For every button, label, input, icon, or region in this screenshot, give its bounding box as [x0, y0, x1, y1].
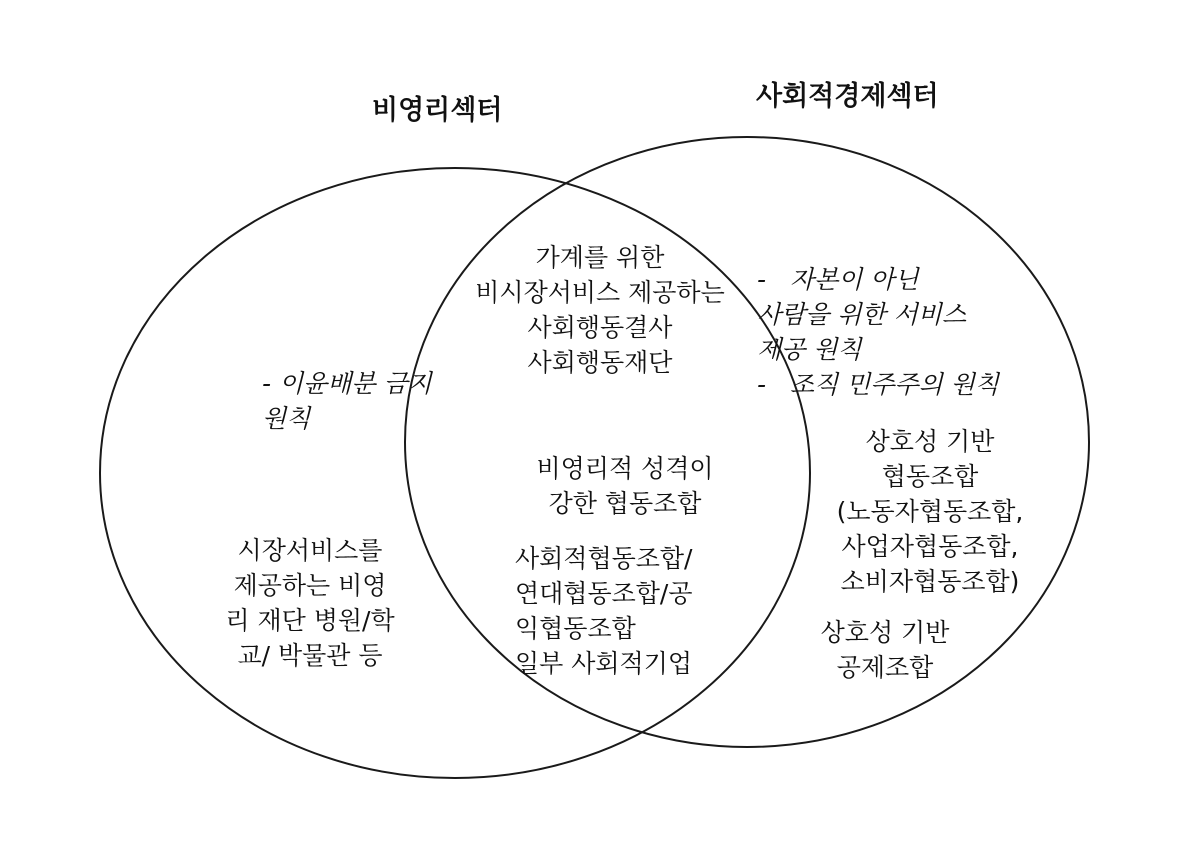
overlap-social-coops-text: [515, 541, 755, 681]
right-coop-line: 소비자협동조합): [840, 567, 1020, 596]
right-mutual-line: 상호성 기반: [820, 618, 950, 647]
overlap-top-line: 비시장서비스 제공하는: [475, 278, 725, 307]
left-principle-text: [262, 366, 432, 436]
left-principle-line: 원칙: [262, 404, 311, 433]
right-coop-line: 상호성 기반: [865, 427, 995, 456]
right-principle-line: 제공 원칙: [757, 335, 862, 364]
right-principles-text: [757, 262, 999, 402]
overlap-bottom-line: 익협동조합: [515, 614, 636, 643]
overlap-top-line: 사회행동재단: [527, 348, 673, 377]
overlap-mid-line: 강한 협동조합: [548, 489, 702, 518]
overlap-top-line: 사회행동결사: [527, 313, 673, 342]
right-coop-line: (노동자협동조합,: [836, 497, 1024, 526]
left-orgs-line: 시장서비스를: [237, 536, 383, 565]
overlap-bottom-line: 사회적협동조합/: [515, 544, 693, 573]
right-principle-line: - 자본이 아닌: [757, 265, 919, 294]
overlap-bottom-line: 일부 사회적기업: [515, 649, 692, 678]
overlap-bottom-line: 연대협동조합/공: [515, 579, 693, 608]
nonprofit-sector-title: 비영리섹터: [372, 95, 503, 126]
right-coop-line: 협동조합: [881, 462, 979, 491]
right-principle-line: 사람을 위한 서비스: [757, 300, 967, 329]
right-mutual-aid-text: [770, 615, 1000, 685]
left-orgs-line: 교/ 박물관 등: [237, 641, 383, 670]
right-coop-line: 사업자협동조합,: [841, 532, 1019, 561]
right-principle-line: - 조직 민주주의 원칙: [757, 370, 999, 399]
right-cooperatives-text: [800, 424, 1060, 599]
left-orgs-line: 리 재단 병원/학: [225, 606, 395, 635]
social-economy-sector-title: 사회적경제섹터: [756, 81, 939, 112]
overlap-mid-line: 비영리적 성격이: [536, 454, 714, 483]
overlap-nonprofit-coop-text: [505, 451, 745, 521]
left-organizations-text: [196, 533, 424, 673]
overlap-associations-text: [450, 240, 750, 380]
left-principle-line: - 이윤배분 금지: [262, 369, 432, 398]
overlap-top-line: 가계를 위한: [535, 243, 665, 272]
right-mutual-line: 공제조합: [836, 653, 934, 682]
left-orgs-line: 제공하는 비영: [233, 571, 387, 600]
